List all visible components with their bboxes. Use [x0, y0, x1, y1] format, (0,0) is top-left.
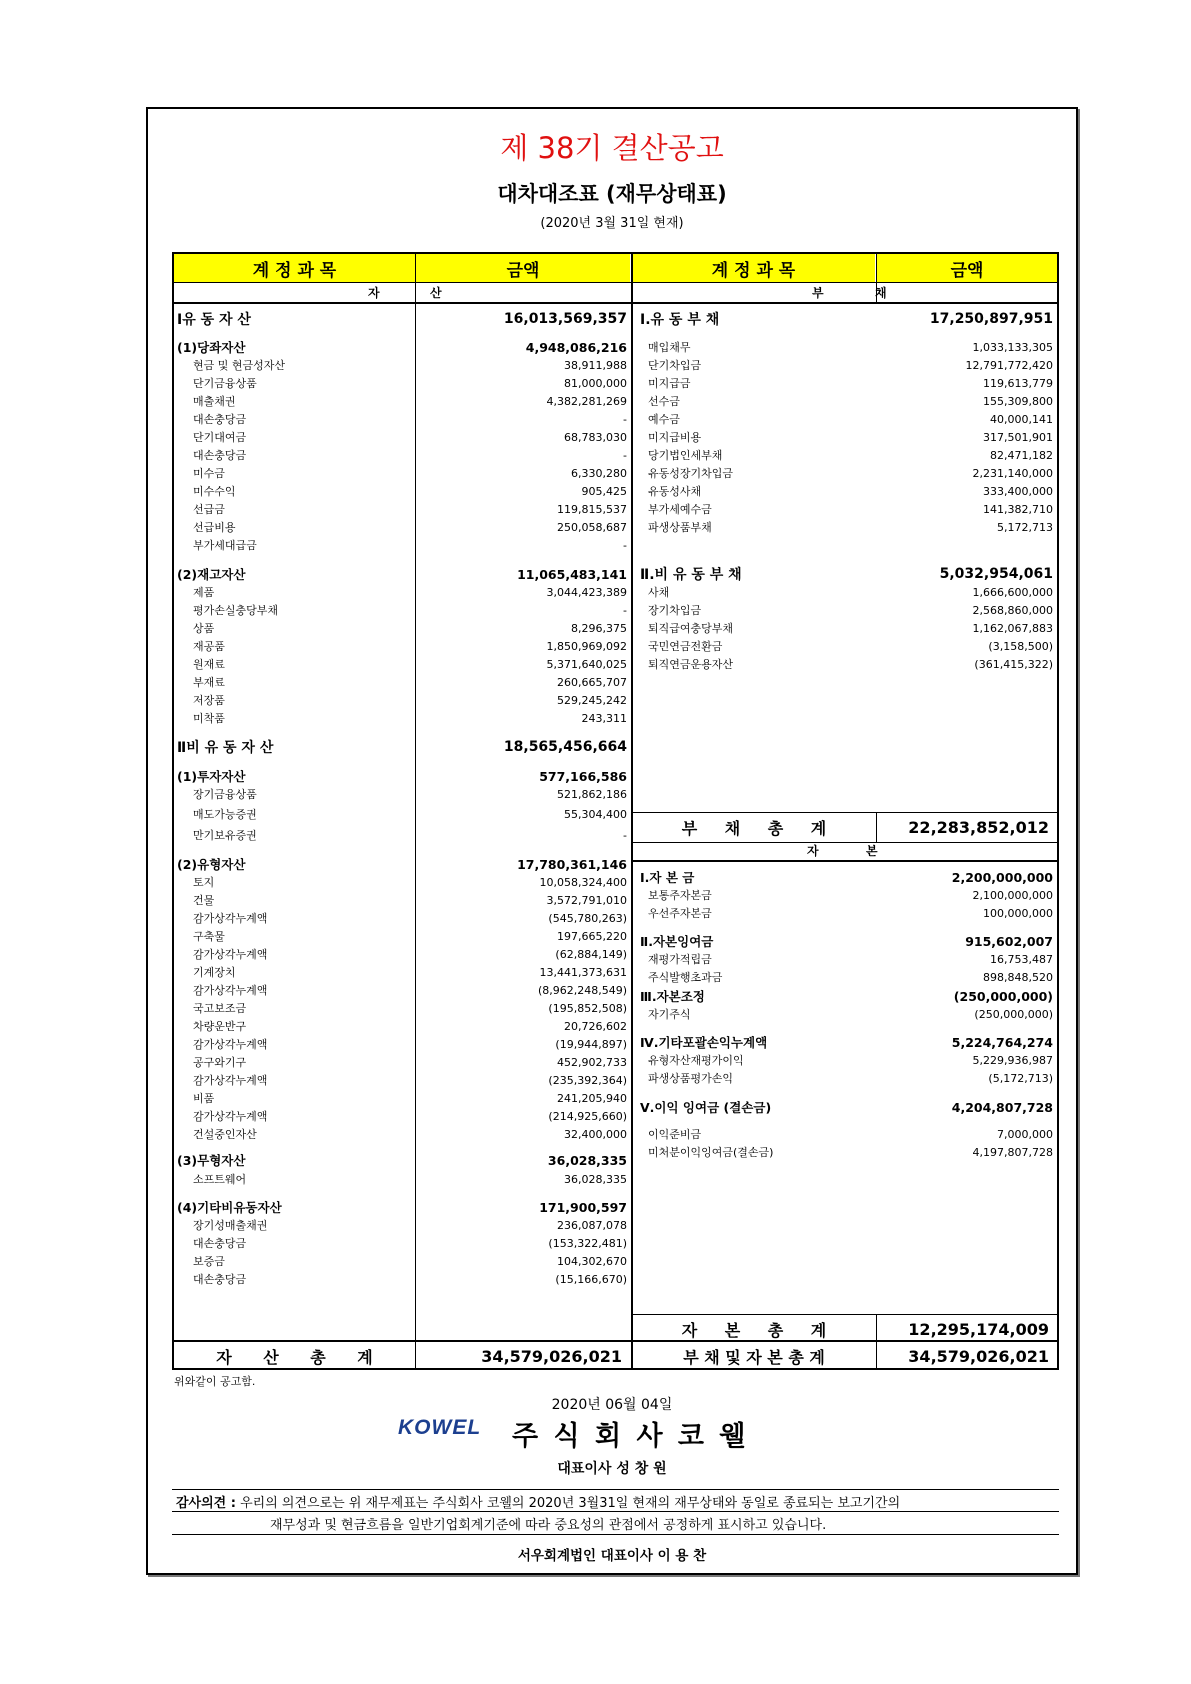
- asset-label: 선급금: [193, 503, 225, 516]
- liability-row: [640, 482, 1053, 500]
- asset-value: -: [623, 412, 627, 426]
- asset-value: 55,304,400: [564, 807, 627, 821]
- asset-value: (15,166,670): [555, 1272, 627, 1286]
- liability-value: 155,309,800: [983, 394, 1053, 408]
- liability-label: Ⅱ.자본잉여금: [640, 934, 714, 949]
- asset-value: 197,665,220: [557, 929, 627, 943]
- asset-value: 68,783,030: [564, 430, 627, 444]
- asset-row: [177, 482, 627, 500]
- asset-value: (153,322,481): [548, 1236, 627, 1250]
- liability-value: 141,382,710: [983, 502, 1053, 516]
- liability-value: 1,162,067,883: [972, 621, 1053, 635]
- liability-value: 317,501,901: [983, 430, 1053, 444]
- liability-value: 82,471,182: [990, 448, 1053, 462]
- asset-label: 선급비용: [193, 521, 236, 534]
- liability-value: 333,400,000: [983, 484, 1053, 498]
- notice-text: 위와같이 공고함.: [174, 1375, 256, 1388]
- liability-row: [640, 637, 1053, 655]
- asset-label: 감가상각누계액: [193, 1038, 268, 1051]
- asset-value: 16,013,569,357: [503, 311, 627, 327]
- liability-label: Ⅰ.유 동 부 채: [640, 312, 720, 328]
- asset-label: 소프트웨어: [193, 1173, 247, 1186]
- liability-value: 16,753,487: [990, 952, 1053, 966]
- liability-value: 2,100,000,000: [972, 888, 1053, 902]
- liability-row: [640, 310, 1053, 328]
- liability-value: (3,158,500): [988, 639, 1053, 653]
- liabilities-total-label: 부 채 총 계: [681, 818, 827, 838]
- liability-label: 재평가적립금: [648, 953, 712, 966]
- liability-row: [640, 886, 1053, 904]
- equity-total-label: 자 본 총 계: [681, 1320, 827, 1340]
- liability-label: 사채: [648, 586, 670, 599]
- asset-label: 대손충당금: [193, 413, 247, 426]
- col-header-account-right: 계 정 과 목: [632, 254, 875, 282]
- liability-label: Ⅲ.자본조정: [640, 989, 705, 1004]
- asset-label: 감가상각누계액: [193, 984, 268, 997]
- asset-label: 건설중인자산: [193, 1128, 257, 1141]
- asset-label: 공구와기구: [193, 1056, 247, 1069]
- col-header-amount-right: 금액: [877, 254, 1057, 282]
- liability-value: 1,666,600,000: [972, 585, 1053, 599]
- asset-value: 38,911,988: [564, 358, 627, 372]
- liability-label: 이익준비금: [648, 1128, 702, 1141]
- liability-label: 퇴직연금운용자산: [648, 658, 734, 671]
- liability-row: [640, 601, 1053, 619]
- liability-label: Ⅰ.자 본 금: [640, 870, 695, 885]
- liability-value: 5,032,954,061: [939, 566, 1053, 582]
- asset-row: [177, 873, 627, 891]
- liability-value: (361,415,322): [974, 657, 1053, 671]
- asset-row: [177, 1089, 627, 1107]
- asset-value: 171,900,597: [539, 1199, 627, 1215]
- liability-row: [640, 1069, 1053, 1087]
- asset-value: 13,441,373,631: [539, 965, 627, 979]
- audit-line-1: 우리의 의견으로는 위 재무제표는 주식회사 코웰의 2020년 3월31일 현재의 재무상태와 동일로 종료되는 보고기간의: [240, 1496, 901, 1511]
- liability-label: 국민연금전환금: [648, 640, 723, 653]
- liability-label: 파생상품평가손익: [648, 1072, 734, 1085]
- asset-row: [177, 338, 627, 356]
- asset-value: 81,000,000: [564, 376, 627, 390]
- asset-value: -: [623, 448, 627, 462]
- asset-row: [177, 1071, 627, 1089]
- liability-value: (5,172,713): [988, 1071, 1053, 1085]
- liability-row: [640, 446, 1053, 464]
- asset-row: [177, 1234, 627, 1252]
- liability-row: [640, 583, 1053, 601]
- asset-label: 부재료: [193, 676, 225, 689]
- asset-label: (4)기타비유동자산: [177, 1200, 282, 1215]
- asset-row: [177, 1170, 627, 1188]
- asset-row: [177, 637, 627, 655]
- asset-value: -: [623, 538, 627, 552]
- asset-value: 17,780,361,146: [517, 856, 627, 872]
- liability-label: Ⅴ.이익 잉여금 (결손금): [640, 1100, 772, 1115]
- asset-label: 감가상각누계액: [193, 1110, 268, 1123]
- asset-row: [177, 785, 627, 803]
- liability-row: [640, 1143, 1053, 1161]
- asset-label: 구축물: [193, 930, 225, 943]
- asset-row: [177, 909, 627, 927]
- liability-row: [640, 904, 1053, 922]
- asset-label: 보증금: [193, 1255, 225, 1268]
- asset-row: [177, 767, 627, 785]
- liability-label: 우선주자본금: [648, 907, 712, 920]
- liability-label: 예수금: [648, 413, 680, 426]
- asset-row: [177, 374, 627, 392]
- liability-row: [640, 950, 1053, 968]
- asset-value: 4,948,086,216: [525, 339, 627, 355]
- asset-value: 11,065,483,141: [517, 566, 627, 582]
- asset-label: 대손충당금: [193, 1273, 247, 1286]
- liability-label: 미처분이익잉여금(결손금): [648, 1146, 774, 1159]
- liability-label: 미지급금: [648, 377, 691, 390]
- asset-row: [177, 1151, 627, 1169]
- asset-row: [177, 709, 627, 727]
- liability-label: 파생상품부채: [648, 521, 712, 534]
- liability-value: (250,000,000): [953, 988, 1053, 1004]
- asset-value: 36,028,335: [547, 1152, 627, 1168]
- asset-row: [177, 855, 627, 873]
- asset-label: 감가상각누계액: [193, 912, 268, 925]
- asset-value: 3,044,423,389: [546, 585, 627, 599]
- asset-label: 국고보조금: [193, 1002, 247, 1015]
- asset-row: [177, 1035, 627, 1053]
- liability-row: [640, 987, 1053, 1005]
- liability-label: 자기주식: [648, 1008, 691, 1021]
- asset-label: 감가상각누계액: [193, 948, 268, 961]
- asset-value: 5,371,640,025: [546, 657, 627, 671]
- asset-label: 만기보유증권: [193, 829, 257, 842]
- asset-label: 차량운반구: [193, 1020, 247, 1033]
- liability-row: [640, 1033, 1053, 1051]
- liability-row: [640, 655, 1053, 673]
- liability-label: 미지급비용: [648, 431, 702, 444]
- asset-value: 241,205,940: [557, 1091, 627, 1105]
- asset-label: 제품: [193, 586, 215, 599]
- liability-label: 유형자산재평가이익: [648, 1054, 744, 1067]
- asset-label: 대손충당금: [193, 1237, 247, 1250]
- asset-row: [177, 1252, 627, 1270]
- asset-row: [177, 1053, 627, 1071]
- asset-row: [177, 655, 627, 673]
- asset-label: (1)투자자산: [177, 769, 246, 784]
- liability-row: [640, 392, 1053, 410]
- asset-row: [177, 927, 627, 945]
- ceo-name: 대표이사 성 창 원: [557, 1461, 667, 1477]
- col-header-amount-left: 금액: [416, 254, 630, 282]
- liability-label: 주식발행초과금: [648, 971, 723, 984]
- asset-row: [177, 891, 627, 909]
- asset-value: 577,166,586: [539, 768, 627, 784]
- asset-row: [177, 536, 627, 554]
- asset-value: 243,311: [581, 711, 627, 725]
- asset-row: [177, 826, 627, 844]
- liability-value: 5,229,936,987: [972, 1053, 1053, 1067]
- liability-row: [640, 565, 1053, 583]
- asset-row: [177, 673, 627, 691]
- liability-row: [640, 338, 1053, 356]
- asset-label: 현금 및 현금성자산: [193, 359, 286, 372]
- audit-line-2: 재무성과 및 현금흐름을 일반기업회계기준에 따라 중요성의 관점에서 공정하게 표시하고 있습니다.: [270, 1518, 827, 1533]
- liability-row: [640, 968, 1053, 986]
- asset-row: [177, 963, 627, 981]
- liability-row: [640, 1125, 1053, 1143]
- asset-row: [177, 945, 627, 963]
- asset-label: (3)무형자산: [177, 1153, 246, 1168]
- asset-row: [177, 1270, 627, 1288]
- liability-row: [640, 1005, 1053, 1023]
- asset-value: 1,850,969,092: [546, 639, 627, 653]
- asset-row: [177, 738, 627, 756]
- liab-equity-total-label: 부 채 및 자 본 총 계: [683, 1347, 825, 1367]
- asset-value: (214,925,660): [548, 1109, 627, 1123]
- asset-label: 미수금: [193, 467, 225, 480]
- asset-label: 건물: [193, 894, 215, 907]
- liability-label: 보통주자본금: [648, 889, 712, 902]
- asset-row: [177, 805, 627, 823]
- liability-row: [640, 619, 1053, 637]
- liability-label: 단기차입금: [648, 359, 702, 372]
- liability-value: 7,000,000: [997, 1127, 1053, 1141]
- liability-row: [640, 932, 1053, 950]
- asset-label: 단기금융상품: [193, 377, 257, 390]
- page-title: 제 38기 결산공고: [500, 131, 724, 165]
- liability-row: [640, 464, 1053, 482]
- asset-row: [177, 410, 627, 428]
- liability-value: 119,613,779: [983, 376, 1053, 390]
- asset-value: 250,058,687: [557, 520, 627, 534]
- assets-total-label: 자 산 총 계: [216, 1347, 373, 1367]
- page-subtitle: 대차대조표 (재무상태표): [497, 182, 727, 206]
- asset-value: 905,425: [581, 484, 627, 498]
- asset-row: [177, 310, 627, 328]
- asset-row: [177, 518, 627, 536]
- liability-value: 100,000,000: [983, 906, 1053, 920]
- section-equity-b: 본: [866, 844, 878, 858]
- asset-label: 기계장치: [193, 966, 236, 979]
- asset-label: 미착품: [193, 712, 225, 725]
- asset-value: 3,572,791,010: [546, 893, 627, 907]
- liability-row: [640, 1051, 1053, 1069]
- asset-row: [177, 619, 627, 637]
- section-liabilities-b: 채: [875, 286, 887, 300]
- liability-value: 5,172,713: [997, 520, 1053, 534]
- audit-opinion: [176, 1492, 900, 1511]
- announcement-date: 2020년 06월 04일: [551, 1397, 673, 1413]
- asset-value: 36,028,335: [564, 1172, 627, 1186]
- asset-label: 토지: [193, 876, 215, 889]
- asset-label: (2)재고자산: [177, 567, 246, 582]
- asset-value: 10,058,324,400: [539, 875, 627, 889]
- asset-label: (2)유형자산: [177, 857, 246, 872]
- asset-value: -: [623, 828, 627, 842]
- asset-value: (235,392,364): [548, 1073, 627, 1087]
- asset-value: 20,726,602: [564, 1019, 627, 1033]
- liability-label: 당기법인세부채: [648, 449, 723, 462]
- asset-label: 단기대여금: [193, 431, 247, 444]
- liability-row: [640, 518, 1053, 536]
- asset-row: [177, 464, 627, 482]
- liability-value: 2,568,860,000: [972, 603, 1053, 617]
- asset-label: 장기성매출채권: [193, 1219, 268, 1232]
- asset-label: 부가세대급금: [193, 539, 257, 552]
- asset-label: 평가손실충당부채: [193, 604, 279, 617]
- asset-label: 비품: [193, 1092, 215, 1105]
- liability-row: [640, 428, 1053, 446]
- asset-row: [177, 981, 627, 999]
- asset-label: 감가상각누계액: [193, 1074, 268, 1087]
- asset-row: [177, 446, 627, 464]
- liability-label: Ⅳ.기타포괄손익누계액: [640, 1035, 768, 1050]
- asset-row: [177, 392, 627, 410]
- asset-row: [177, 356, 627, 374]
- col-header-account-left: 계 정 과 목: [174, 254, 415, 282]
- asset-value: 6,330,280: [571, 466, 627, 480]
- asset-row: [177, 999, 627, 1017]
- asset-label: Ⅱ비 유 동 자 산: [177, 740, 274, 756]
- asset-label: 장기금융상품: [193, 788, 257, 801]
- liability-value: 898,848,520: [983, 970, 1053, 984]
- asset-label: 미수수익: [193, 485, 236, 498]
- asset-value: 260,665,707: [557, 675, 627, 689]
- liability-value: (250,000,000): [974, 1007, 1053, 1021]
- liability-label: 장기차입금: [648, 604, 702, 617]
- equity-total-value: 12,295,174,009: [908, 1319, 1049, 1339]
- asset-row: [177, 583, 627, 601]
- asset-label: Ⅰ유 동 자 산: [177, 312, 251, 328]
- asset-value: (62,884,149): [555, 947, 627, 961]
- asset-value: 4,382,281,269: [546, 394, 627, 408]
- asset-row: [177, 1198, 627, 1216]
- liability-row: [640, 356, 1053, 374]
- liability-label: 퇴직급여충당부채: [648, 622, 734, 635]
- liability-row: [640, 410, 1053, 428]
- liability-value: 2,231,140,000: [972, 466, 1053, 480]
- liability-value: 915,602,007: [965, 933, 1053, 949]
- asset-row: [177, 428, 627, 446]
- liability-label: Ⅱ.비 유 동 부 채: [640, 567, 742, 583]
- liability-row: [640, 868, 1053, 886]
- asset-value: -: [623, 603, 627, 617]
- asset-label: 대손충당금: [193, 449, 247, 462]
- liability-label: 부가세예수금: [648, 503, 712, 516]
- liabilities-total-value: 22,283,852,012: [908, 817, 1049, 837]
- asset-label: (1)당좌자산: [177, 340, 246, 355]
- asset-value: (195,852,508): [548, 1001, 627, 1015]
- asset-row: [177, 500, 627, 518]
- asset-value: 104,302,670: [557, 1254, 627, 1268]
- asset-value: 529,245,242: [557, 693, 627, 707]
- assets-total-value: 34,579,026,021: [481, 1346, 622, 1366]
- asset-row: [177, 1216, 627, 1234]
- asset-label: 원재료: [193, 658, 225, 671]
- company-name: 주 식 회 사 코 웰: [512, 1421, 749, 1452]
- asset-label: 저장품: [193, 694, 225, 707]
- liability-value: 1,033,133,305: [972, 340, 1053, 354]
- report-date: (2020년 3월 31일 현재): [540, 216, 684, 231]
- liability-label: 유동성사채: [648, 485, 702, 498]
- asset-value: (8,962,248,549): [537, 983, 627, 997]
- liab-equity-total-value: 34,579,026,021: [908, 1346, 1049, 1366]
- liability-value: 5,224,764,274: [951, 1034, 1053, 1050]
- asset-value: 521,862,186: [557, 787, 627, 801]
- asset-row: [177, 1125, 627, 1143]
- asset-row: [177, 1017, 627, 1035]
- liability-value: 4,204,807,728: [951, 1099, 1053, 1115]
- liability-value: 2,200,000,000: [951, 869, 1053, 885]
- asset-row: [177, 601, 627, 619]
- liability-value: 40,000,141: [990, 412, 1053, 426]
- asset-label: 재공품: [193, 640, 225, 653]
- asset-value: 18,565,456,664: [503, 739, 627, 755]
- auditor-name: 서우회계법인 대표이사 이 용 찬: [517, 1548, 707, 1564]
- asset-value: 8,296,375: [571, 621, 627, 635]
- liability-row: [640, 374, 1053, 392]
- audit-label: 감사의견 :: [176, 1496, 236, 1511]
- asset-value: 452,902,733: [557, 1055, 627, 1069]
- liability-value: 12,791,772,420: [965, 358, 1053, 372]
- liability-row: [640, 1098, 1053, 1116]
- asset-label: 상품: [193, 622, 215, 635]
- liability-label: 매입채무: [648, 341, 691, 354]
- liability-value: 4,197,807,728: [972, 1145, 1053, 1159]
- section-equity-a: 자: [807, 844, 819, 858]
- asset-row: [177, 565, 627, 583]
- asset-value: (19,944,897): [555, 1037, 627, 1051]
- asset-label: 매도가능증권: [193, 808, 257, 821]
- asset-value: 32,400,000: [564, 1127, 627, 1141]
- section-assets-a: 자: [368, 286, 380, 300]
- asset-label: 매출채권: [193, 395, 236, 408]
- asset-value: 119,815,537: [557, 502, 627, 516]
- liability-row: [640, 500, 1053, 518]
- liability-value: 17,250,897,951: [929, 311, 1053, 327]
- section-assets-b: 산: [430, 286, 442, 300]
- asset-value: (545,780,263): [548, 911, 627, 925]
- asset-row: [177, 1107, 627, 1125]
- section-liabilities-a: 부: [812, 286, 824, 300]
- asset-row: [177, 691, 627, 709]
- asset-value: 236,087,078: [557, 1218, 627, 1232]
- liability-label: 선수금: [648, 395, 680, 408]
- company-logo: KOWEL: [398, 1416, 482, 1439]
- liability-label: 유동성장기차입금: [648, 467, 734, 480]
